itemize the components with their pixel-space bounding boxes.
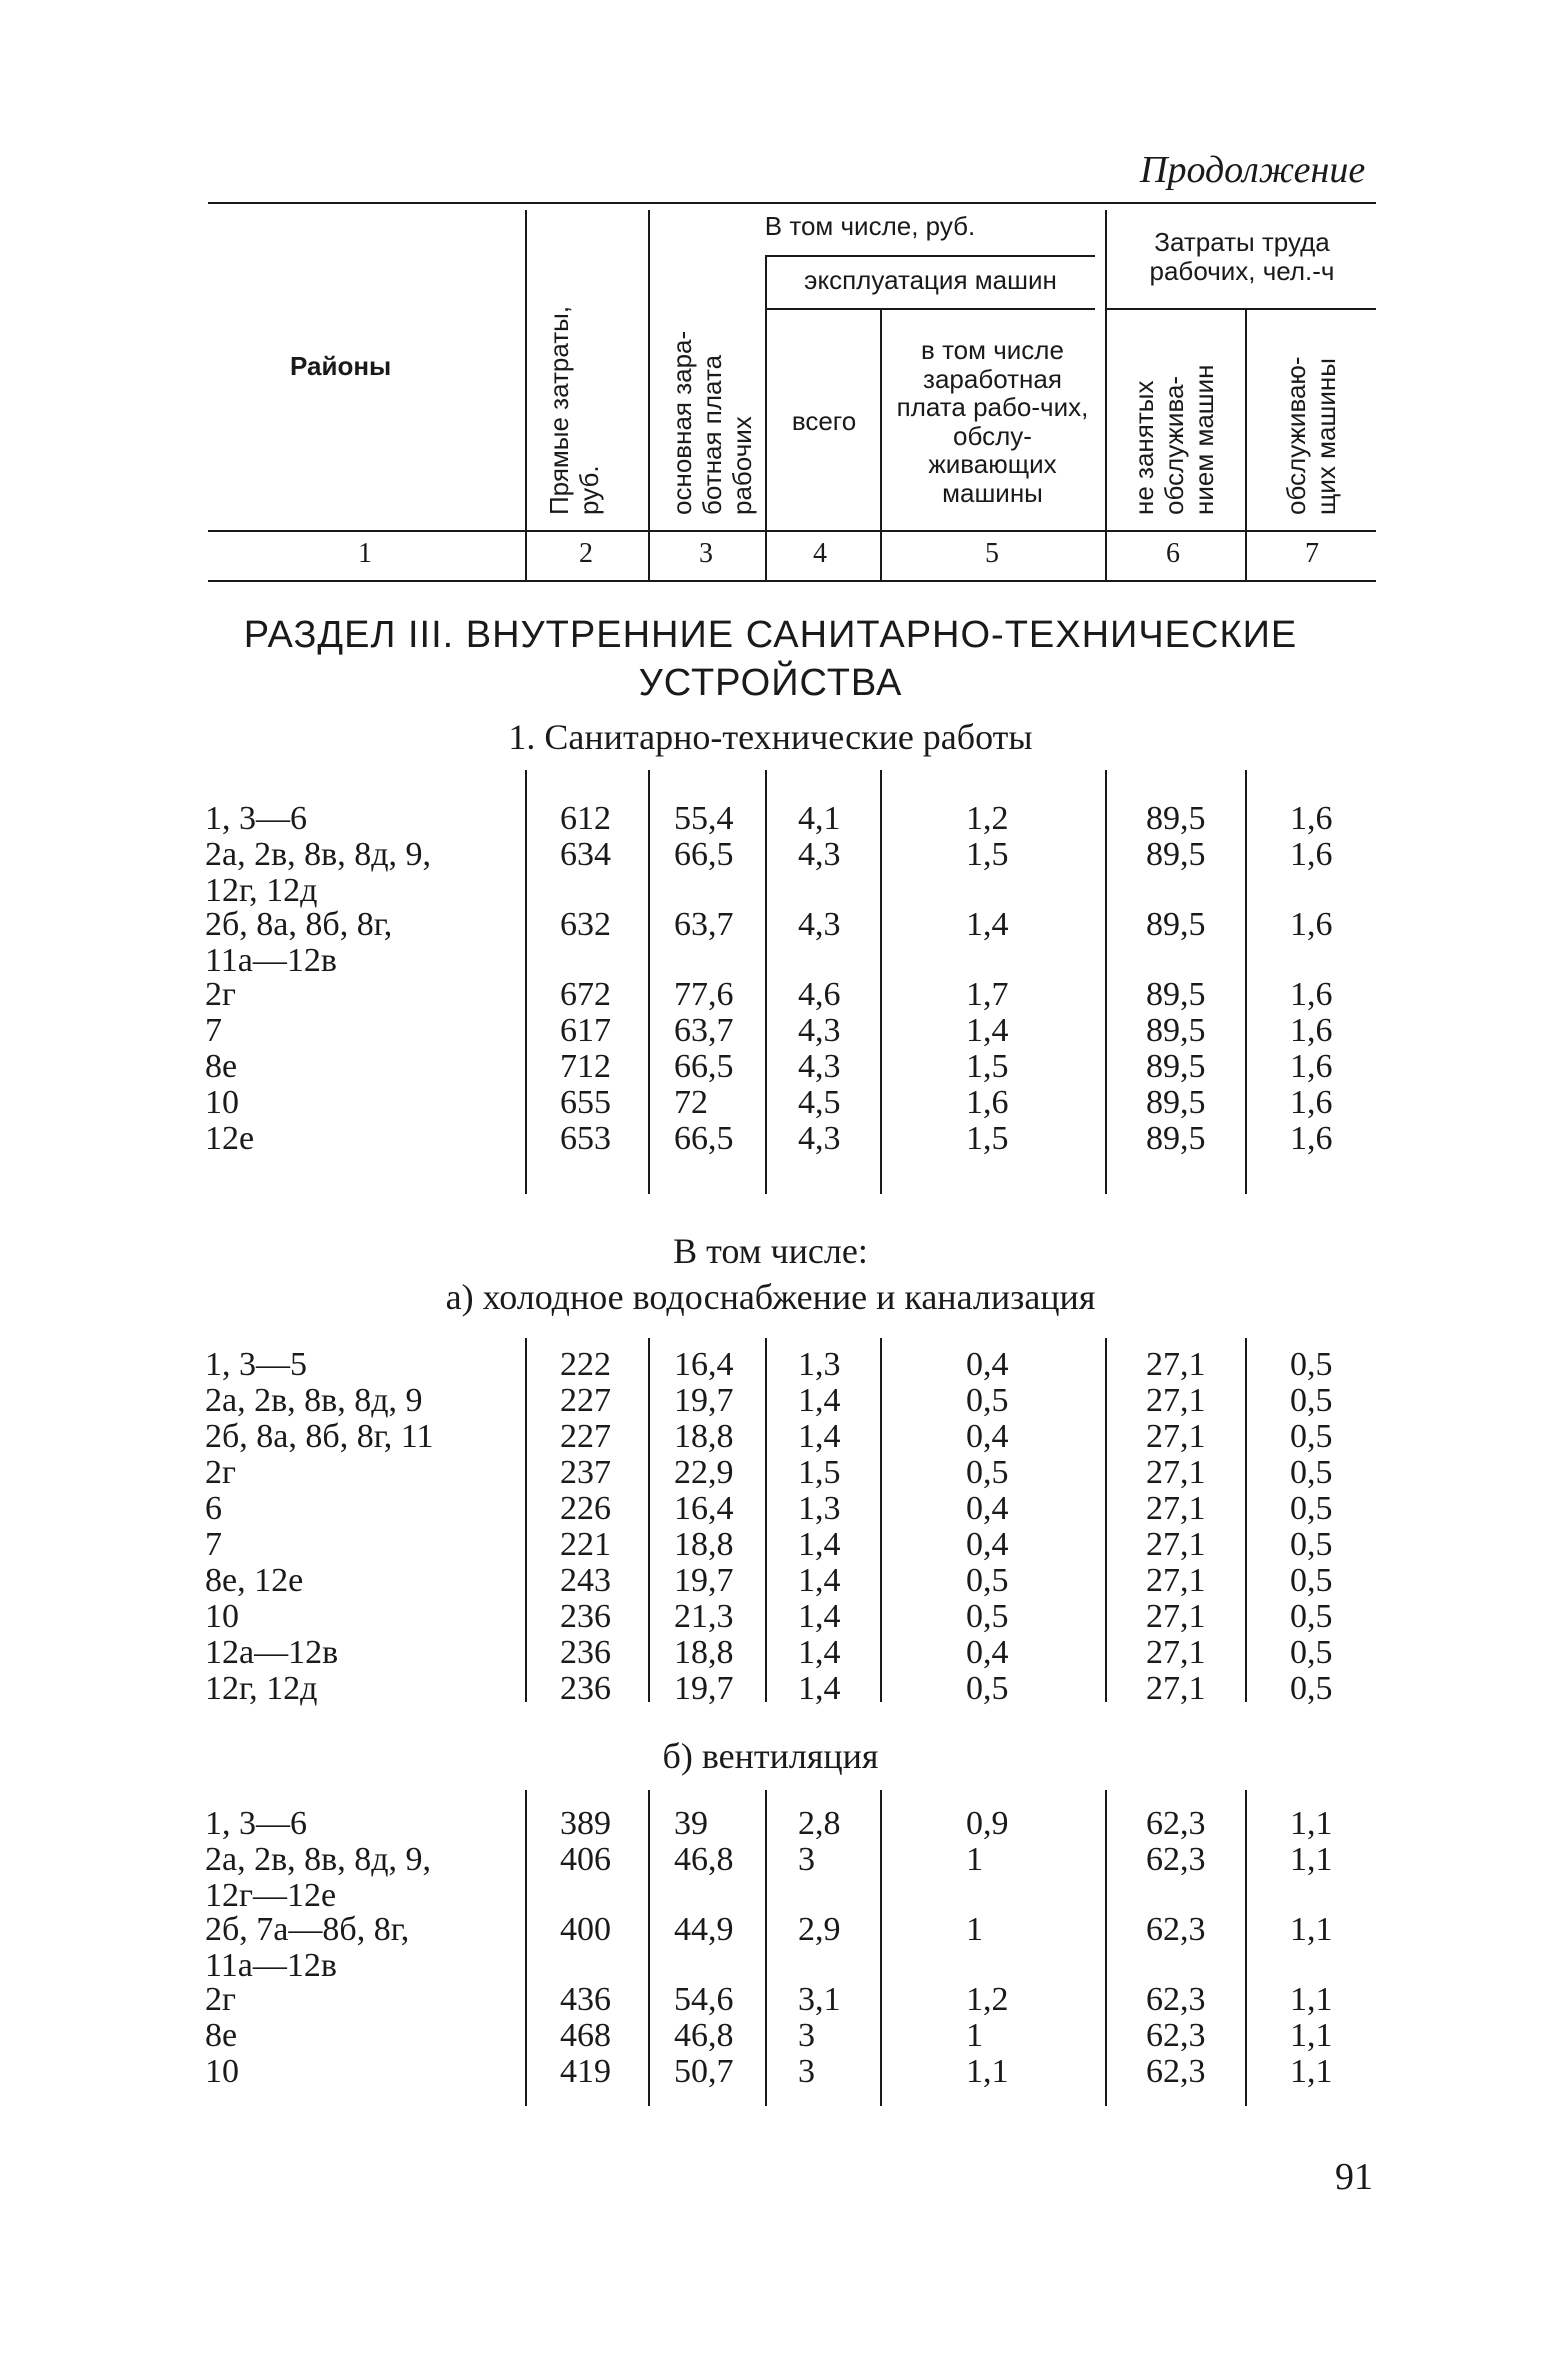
value-cell-c5: 0,4 bbox=[966, 1526, 1009, 1563]
value-cell-c7: 1,6 bbox=[1290, 976, 1333, 1013]
value-cell-c4: 1,3 bbox=[798, 1346, 841, 1383]
region-cell: 2б, 7а—8б, 8г, bbox=[205, 1911, 410, 1948]
region-cell: 12а—12в bbox=[205, 1634, 339, 1671]
value-cell-c4: 4,3 bbox=[798, 836, 841, 873]
value-cell-c7: 1,6 bbox=[1290, 800, 1333, 837]
value-cell-c6: 27,1 bbox=[1146, 1382, 1206, 1419]
colnum-1: 1 bbox=[358, 538, 372, 569]
header-incl-wage: в том числе заработная плата рабо-чих, обслу-живающих машины bbox=[896, 335, 1089, 508]
value-cell-c5: 1 bbox=[966, 2017, 983, 2054]
value-cell-c2: 655 bbox=[560, 1084, 611, 1121]
region-cell: 12г, 12д bbox=[205, 1670, 318, 1707]
value-cell-c2: 406 bbox=[560, 1841, 611, 1878]
region-cell: 2а, 2в, 8в, 8д, 9, bbox=[205, 836, 431, 873]
region-cell: 8е bbox=[205, 2017, 238, 2054]
value-cell-c7: 0,5 bbox=[1290, 1382, 1333, 1419]
header-machine-operation: эксплуатация машин bbox=[804, 265, 1057, 295]
value-cell-c6: 27,1 bbox=[1146, 1598, 1206, 1635]
value-cell-c7: 1,1 bbox=[1290, 2053, 1333, 2090]
value-cell-c2: 468 bbox=[560, 2017, 611, 2054]
value-cell-c2: 712 bbox=[560, 1048, 611, 1085]
value-cell-c5: 0,9 bbox=[966, 1805, 1009, 1842]
value-cell-c3: 55,4 bbox=[674, 800, 734, 837]
value-cell-c4: 1,5 bbox=[798, 1454, 841, 1491]
value-cell-c3: 18,8 bbox=[674, 1526, 734, 1563]
value-cell-c2: 632 bbox=[560, 906, 611, 943]
value-cell-c4: 4,3 bbox=[798, 1120, 841, 1157]
value-cell-c3: 18,8 bbox=[674, 1634, 734, 1671]
value-cell-c2: 221 bbox=[560, 1526, 611, 1563]
value-cell-c3: 19,7 bbox=[674, 1382, 734, 1419]
value-cell-c5: 1,4 bbox=[966, 906, 1009, 943]
value-cell-c6: 27,1 bbox=[1146, 1526, 1206, 1563]
value-cell-c7: 1,6 bbox=[1290, 836, 1333, 873]
value-cell-c6: 89,5 bbox=[1146, 836, 1206, 873]
region-cell: 7 bbox=[205, 1012, 222, 1049]
table-row bbox=[0, 800, 1541, 836]
value-cell-c7: 1,1 bbox=[1290, 2017, 1333, 2054]
table-row bbox=[0, 1120, 1541, 1156]
value-cell-c4: 1,4 bbox=[798, 1562, 841, 1599]
region-cell: 2б, 8а, 8б, 8г, bbox=[205, 906, 393, 943]
value-cell-c3: 16,4 bbox=[674, 1490, 734, 1527]
value-cell-c5: 1,1 bbox=[966, 2053, 1009, 2090]
header-vline-2 bbox=[648, 210, 650, 580]
value-cell-c7: 0,5 bbox=[1290, 1562, 1333, 1599]
value-cell-c6: 89,5 bbox=[1146, 906, 1206, 943]
value-cell-c5: 1,5 bbox=[966, 1120, 1009, 1157]
colnum-2: 2 bbox=[579, 538, 593, 569]
value-cell-c6: 89,5 bbox=[1146, 1120, 1206, 1157]
value-cell-c3: 54,6 bbox=[674, 1981, 734, 2018]
table-row bbox=[0, 1454, 1541, 1490]
value-cell-c4: 4,3 bbox=[798, 1012, 841, 1049]
table-row bbox=[0, 976, 1541, 1012]
value-cell-c2: 400 bbox=[560, 1911, 611, 1948]
colnum-3: 3 bbox=[699, 538, 713, 569]
table-row bbox=[0, 836, 1541, 909]
region-cell: 2б, 8а, 8б, 8г, 11 bbox=[205, 1418, 434, 1455]
table-row bbox=[0, 1981, 1541, 2017]
value-cell-c3: 50,7 bbox=[674, 2053, 734, 2090]
region-cell: 1, 3—6 bbox=[205, 1805, 307, 1842]
value-cell-c5: 1,5 bbox=[966, 836, 1009, 873]
region-cell: 2г bbox=[205, 1454, 236, 1491]
region-cell: 2г bbox=[205, 1981, 236, 2018]
value-cell-c2: 419 bbox=[560, 2053, 611, 2090]
value-cell-c4: 3,1 bbox=[798, 1981, 841, 2018]
value-cell-c5: 1,2 bbox=[966, 1981, 1009, 2018]
header-vline-3 bbox=[765, 255, 767, 580]
sub-b-title: б) вентиляция bbox=[662, 1736, 879, 1776]
value-cell-c2: 236 bbox=[560, 1634, 611, 1671]
header-total: всего bbox=[791, 406, 857, 436]
colnum-5: 5 bbox=[985, 538, 999, 569]
header-vline-5 bbox=[1105, 210, 1107, 580]
region-cell: 10 bbox=[205, 2053, 239, 2090]
value-cell-c4: 4,5 bbox=[798, 1084, 841, 1121]
value-cell-c3: 63,7 bbox=[674, 1012, 734, 1049]
value-cell-c7: 0,5 bbox=[1290, 1526, 1333, 1563]
colnum-6: 6 bbox=[1166, 538, 1180, 569]
value-cell-c5: 1 bbox=[966, 1911, 983, 1948]
region-cell-cont: 12г, 12д bbox=[205, 872, 318, 909]
subheader-rule-b bbox=[765, 308, 1095, 310]
table-row bbox=[0, 1346, 1541, 1382]
value-cell-c5: 1,7 bbox=[966, 976, 1009, 1013]
value-cell-c4: 1,4 bbox=[798, 1634, 841, 1671]
colnum-4: 4 bbox=[813, 538, 827, 569]
value-cell-c3: 66,5 bbox=[674, 1120, 734, 1157]
value-cell-c5: 0,4 bbox=[966, 1418, 1009, 1455]
value-cell-c6: 62,3 bbox=[1146, 1981, 1206, 2018]
value-cell-c3: 44,9 bbox=[674, 1911, 734, 1948]
value-cell-c6: 27,1 bbox=[1146, 1562, 1206, 1599]
value-cell-c6: 89,5 bbox=[1146, 1084, 1206, 1121]
value-cell-c7: 0,5 bbox=[1290, 1634, 1333, 1671]
table-row bbox=[0, 1012, 1541, 1048]
table-row bbox=[0, 1048, 1541, 1084]
table-row bbox=[0, 1634, 1541, 1670]
value-cell-c4: 1,3 bbox=[798, 1490, 841, 1527]
section-title-line2: УСТРОЙСТВА bbox=[638, 662, 903, 704]
header-vline-6 bbox=[1245, 310, 1247, 580]
value-cell-c5: 0,4 bbox=[966, 1634, 1009, 1671]
region-cell: 8е bbox=[205, 1048, 238, 1085]
value-cell-c5: 0,5 bbox=[966, 1670, 1009, 1707]
value-cell-c3: 18,8 bbox=[674, 1418, 734, 1455]
value-cell-c4: 2,9 bbox=[798, 1911, 841, 1948]
value-cell-c2: 243 bbox=[560, 1562, 611, 1599]
value-cell-c6: 89,5 bbox=[1146, 1012, 1206, 1049]
region-cell-cont: 11а—12в bbox=[205, 942, 337, 979]
value-cell-c7: 1,6 bbox=[1290, 1048, 1333, 1085]
value-cell-c2: 236 bbox=[560, 1598, 611, 1635]
header-vline-4 bbox=[880, 310, 882, 580]
table-row bbox=[0, 906, 1541, 979]
value-cell-c2: 389 bbox=[560, 1805, 611, 1842]
value-cell-c2: 672 bbox=[560, 976, 611, 1013]
table-row bbox=[0, 1562, 1541, 1598]
value-cell-c4: 4,1 bbox=[798, 800, 841, 837]
value-cell-c7: 1,1 bbox=[1290, 1841, 1333, 1878]
region-cell: 1, 3—5 bbox=[205, 1346, 307, 1383]
value-cell-c6: 27,1 bbox=[1146, 1634, 1206, 1671]
value-cell-c6: 27,1 bbox=[1146, 1490, 1206, 1527]
value-cell-c6: 62,3 bbox=[1146, 2017, 1206, 2054]
value-cell-c2: 237 bbox=[560, 1454, 611, 1491]
continuation-label: Продолжение bbox=[1140, 149, 1366, 191]
value-cell-c3: 39 bbox=[674, 1805, 708, 1842]
header-labor-costs: Затраты труда рабочих, чел.-ч bbox=[1149, 227, 1335, 286]
page-number: 91 bbox=[1335, 2156, 1373, 2198]
region-cell-cont: 12г—12е bbox=[205, 1877, 337, 1914]
region-cell-cont: 11а—12в bbox=[205, 1947, 337, 1984]
value-cell-c7: 1,6 bbox=[1290, 1012, 1333, 1049]
header-regions: Районы bbox=[290, 351, 392, 381]
colnum-7: 7 bbox=[1305, 538, 1319, 569]
table-row bbox=[0, 1598, 1541, 1634]
value-cell-c3: 66,5 bbox=[674, 836, 734, 873]
subheader-rule-a bbox=[765, 255, 1095, 257]
value-cell-c5: 1,2 bbox=[966, 800, 1009, 837]
table-row bbox=[0, 1490, 1541, 1526]
value-cell-c3: 19,7 bbox=[674, 1562, 734, 1599]
value-cell-c3: 21,3 bbox=[674, 1598, 734, 1635]
value-cell-c5: 0,5 bbox=[966, 1382, 1009, 1419]
region-cell: 2г bbox=[205, 976, 236, 1013]
value-cell-c3: 66,5 bbox=[674, 1048, 734, 1085]
value-cell-c7: 1,6 bbox=[1290, 1084, 1333, 1121]
value-cell-c3: 46,8 bbox=[674, 1841, 734, 1878]
value-cell-c3: 77,6 bbox=[674, 976, 734, 1013]
value-cell-c4: 1,4 bbox=[798, 1598, 841, 1635]
value-cell-c7: 0,5 bbox=[1290, 1490, 1333, 1527]
value-cell-c2: 653 bbox=[560, 1120, 611, 1157]
table-row bbox=[0, 1805, 1541, 1841]
value-cell-c4: 1,4 bbox=[798, 1670, 841, 1707]
region-cell: 8е, 12е bbox=[205, 1562, 304, 1599]
sub-a-title: а) холодное водоснабжение и канализация bbox=[445, 1277, 1096, 1317]
table-row bbox=[0, 1084, 1541, 1120]
value-cell-c7: 1,6 bbox=[1290, 906, 1333, 943]
value-cell-c4: 4,3 bbox=[798, 906, 841, 943]
region-cell: 6 bbox=[205, 1490, 222, 1527]
value-cell-c5: 1,4 bbox=[966, 1012, 1009, 1049]
value-cell-c5: 1,6 bbox=[966, 1084, 1009, 1121]
value-cell-c5: 0,5 bbox=[966, 1454, 1009, 1491]
value-cell-c2: 634 bbox=[560, 836, 611, 873]
table-row bbox=[0, 2017, 1541, 2053]
value-cell-c5: 0,4 bbox=[966, 1490, 1009, 1527]
value-cell-c4: 1,4 bbox=[798, 1418, 841, 1455]
value-cell-c7: 1,1 bbox=[1290, 1981, 1333, 2018]
value-cell-c5: 0,5 bbox=[966, 1598, 1009, 1635]
value-cell-c5: 0,5 bbox=[966, 1562, 1009, 1599]
value-cell-c6: 89,5 bbox=[1146, 1048, 1206, 1085]
table-row bbox=[0, 1526, 1541, 1562]
value-cell-c7: 1,1 bbox=[1290, 1911, 1333, 1948]
value-cell-c5: 0,4 bbox=[966, 1346, 1009, 1383]
region-cell: 10 bbox=[205, 1084, 239, 1121]
value-cell-c6: 27,1 bbox=[1146, 1454, 1206, 1491]
value-cell-c7: 0,5 bbox=[1290, 1346, 1333, 1383]
value-cell-c2: 227 bbox=[560, 1418, 611, 1455]
value-cell-c6: 27,1 bbox=[1146, 1418, 1206, 1455]
value-cell-c2: 612 bbox=[560, 800, 611, 837]
value-cell-c4: 3 bbox=[798, 1841, 815, 1878]
incl-label: В том числе: bbox=[673, 1231, 868, 1271]
header-vline-1 bbox=[525, 210, 527, 580]
header-direct-costs: Прямые затраты, руб. bbox=[544, 305, 604, 515]
header-base-wage: основная зара- ботная плата рабочих bbox=[667, 330, 757, 515]
header-top-rule bbox=[208, 202, 1376, 204]
value-cell-c4: 4,6 bbox=[798, 976, 841, 1013]
header-including-rub: В том числе, руб. bbox=[764, 211, 976, 241]
value-cell-c5: 1 bbox=[966, 1841, 983, 1878]
value-cell-c6: 89,5 bbox=[1146, 800, 1206, 837]
table-row bbox=[0, 1841, 1541, 1914]
value-cell-c3: 22,9 bbox=[674, 1454, 734, 1491]
value-cell-c2: 617 bbox=[560, 1012, 611, 1049]
region-cell: 10 bbox=[205, 1598, 239, 1635]
value-cell-c7: 0,5 bbox=[1290, 1454, 1333, 1491]
value-cell-c6: 62,3 bbox=[1146, 1805, 1206, 1842]
value-cell-c3: 19,7 bbox=[674, 1670, 734, 1707]
value-cell-c2: 222 bbox=[560, 1346, 611, 1383]
table-row bbox=[0, 1382, 1541, 1418]
value-cell-c6: 89,5 bbox=[1146, 976, 1206, 1013]
value-cell-c3: 63,7 bbox=[674, 906, 734, 943]
table-row bbox=[0, 1418, 1541, 1454]
region-cell: 2а, 2в, 8в, 8д, 9 bbox=[205, 1382, 423, 1419]
value-cell-c4: 3 bbox=[798, 2017, 815, 2054]
region-cell: 12е bbox=[205, 1120, 255, 1157]
value-cell-c4: 1,4 bbox=[798, 1526, 841, 1563]
value-cell-c2: 227 bbox=[560, 1382, 611, 1419]
section-subtitle: 1. Санитарно-технические работы bbox=[508, 717, 1033, 757]
value-cell-c2: 226 bbox=[560, 1490, 611, 1527]
table-row bbox=[0, 2053, 1541, 2089]
header-servicing: обслуживаю- щих машины bbox=[1281, 356, 1341, 515]
section-title-line1: РАЗДЕЛ III. ВНУТРЕННИЕ САНИТАРНО-ТЕХНИЧЕСКИЕ bbox=[243, 614, 1298, 656]
value-cell-c7: 0,5 bbox=[1290, 1670, 1333, 1707]
value-cell-c6: 62,3 bbox=[1146, 1841, 1206, 1878]
value-cell-c7: 0,5 bbox=[1290, 1418, 1333, 1455]
subheader-rule-c bbox=[1105, 308, 1376, 310]
value-cell-c3: 72 bbox=[674, 1084, 708, 1121]
value-cell-c4: 1,4 bbox=[798, 1382, 841, 1419]
value-cell-c3: 16,4 bbox=[674, 1346, 734, 1383]
value-cell-c7: 1,6 bbox=[1290, 1120, 1333, 1157]
value-cell-c3: 46,8 bbox=[674, 2017, 734, 2054]
value-cell-c6: 62,3 bbox=[1146, 2053, 1206, 2090]
value-cell-c6: 27,1 bbox=[1146, 1670, 1206, 1707]
value-cell-c6: 62,3 bbox=[1146, 1911, 1206, 1948]
table-row bbox=[0, 1670, 1541, 1706]
colnum-rule bbox=[208, 580, 1376, 582]
header-not-busy: не занятых обслужива- нием машин bbox=[1129, 364, 1219, 515]
value-cell-c4: 3 bbox=[798, 2053, 815, 2090]
value-cell-c5: 1,5 bbox=[966, 1048, 1009, 1085]
table-row bbox=[0, 1911, 1541, 1984]
value-cell-c4: 4,3 bbox=[798, 1048, 841, 1085]
value-cell-c2: 436 bbox=[560, 1981, 611, 2018]
value-cell-c2: 236 bbox=[560, 1670, 611, 1707]
value-cell-c4: 2,8 bbox=[798, 1805, 841, 1842]
header-bottom-rule bbox=[208, 530, 1376, 532]
value-cell-c7: 0,5 bbox=[1290, 1598, 1333, 1635]
region-cell: 2а, 2в, 8в, 8д, 9, bbox=[205, 1841, 431, 1878]
region-cell: 7 bbox=[205, 1526, 222, 1563]
value-cell-c7: 1,1 bbox=[1290, 1805, 1333, 1842]
value-cell-c6: 27,1 bbox=[1146, 1346, 1206, 1383]
region-cell: 1, 3—6 bbox=[205, 800, 307, 837]
